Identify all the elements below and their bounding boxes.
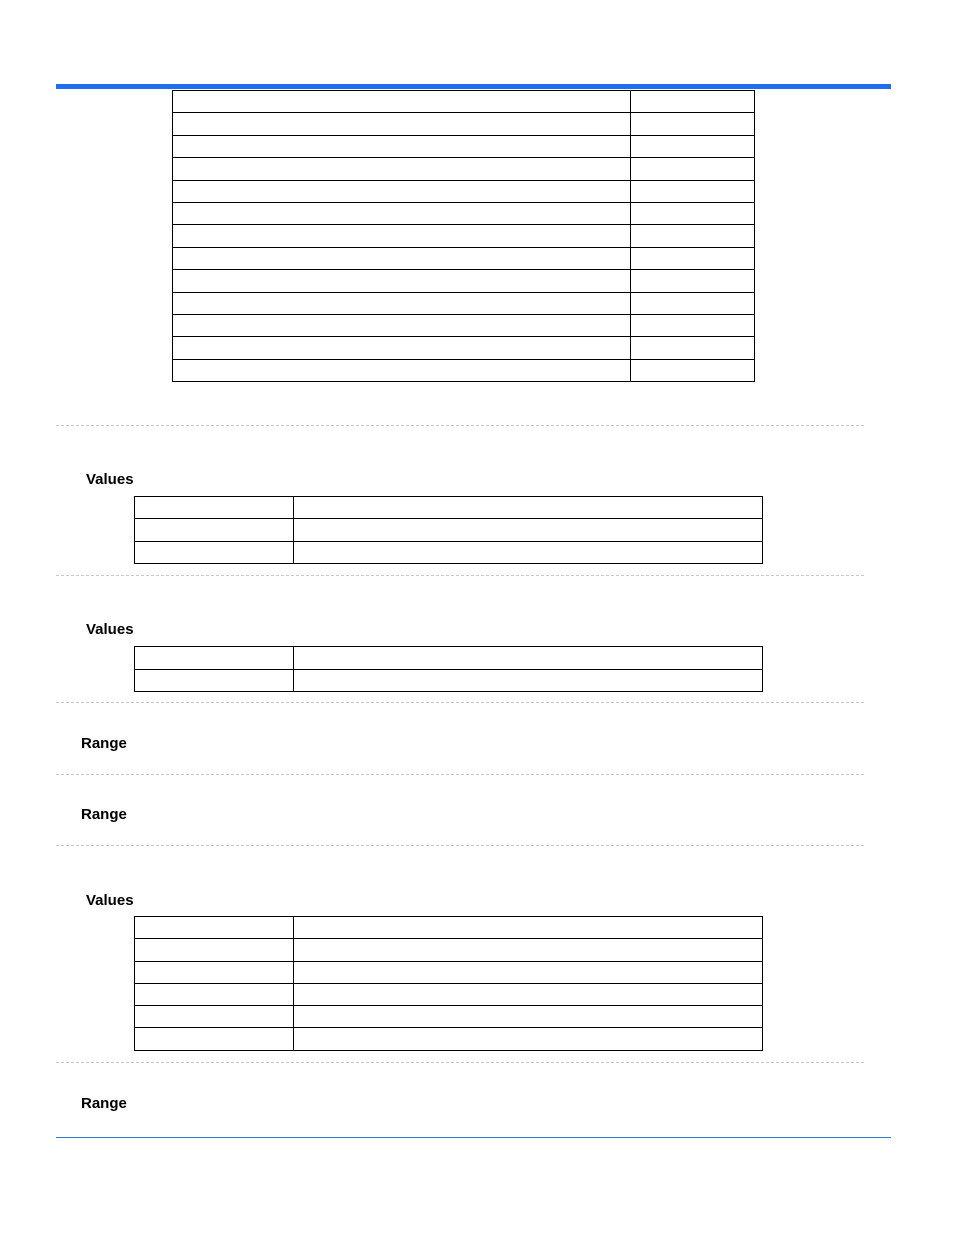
table-row [173, 113, 755, 135]
table-cell [135, 939, 294, 961]
table-cell [173, 91, 631, 113]
table-row [173, 158, 755, 180]
table-cell [631, 202, 755, 224]
table-row [173, 314, 755, 336]
table-row [173, 225, 755, 247]
table-cell [294, 541, 763, 563]
table-row [135, 983, 763, 1005]
table-row [173, 270, 755, 292]
table-cell [294, 1006, 763, 1028]
table-cell [173, 292, 631, 314]
table-cell [631, 225, 755, 247]
values-table-3-body [135, 917, 763, 1051]
table-row [135, 939, 763, 961]
table-cell [135, 519, 294, 541]
table-row [173, 135, 755, 157]
table-row [173, 359, 755, 381]
table-cell [631, 158, 755, 180]
table-cell [135, 541, 294, 563]
values-table-1-body [135, 497, 763, 564]
section-separator [56, 702, 864, 703]
table-cell [631, 135, 755, 157]
table-cell [173, 337, 631, 359]
section-label-range-3: Range [81, 1095, 127, 1112]
table-row [173, 247, 755, 269]
table-row [173, 202, 755, 224]
header-rule [56, 84, 891, 89]
section-separator [56, 845, 864, 846]
section-separator [56, 1062, 864, 1063]
section-label-range-1: Range [81, 735, 127, 752]
main-table [172, 90, 755, 382]
table-cell [631, 359, 755, 381]
section-label-values-3: Values [86, 892, 134, 909]
table-cell [631, 91, 755, 113]
section-separator [56, 425, 864, 426]
table-cell [294, 519, 763, 541]
table-cell [173, 225, 631, 247]
table-row [173, 91, 755, 113]
table-cell [294, 961, 763, 983]
values-table-3 [134, 916, 763, 1051]
table-cell [294, 917, 763, 939]
table-cell [173, 180, 631, 202]
table-cell [173, 113, 631, 135]
table-cell [135, 1006, 294, 1028]
footer-rule [56, 1137, 891, 1138]
table-row [135, 1028, 763, 1050]
table-cell [173, 158, 631, 180]
section-label-values-1: Values [86, 471, 134, 488]
table-cell [135, 647, 294, 670]
table-cell [294, 669, 763, 692]
table-cell [294, 647, 763, 670]
table-cell [631, 113, 755, 135]
section-label-values-2: Values [86, 621, 134, 638]
table-cell [135, 917, 294, 939]
table-cell [294, 983, 763, 1005]
values-table-2 [134, 646, 763, 692]
table-cell [631, 247, 755, 269]
table-cell [173, 359, 631, 381]
table-row [135, 541, 763, 563]
table-cell [173, 247, 631, 269]
table-cell [135, 961, 294, 983]
table-cell [631, 292, 755, 314]
table-row [135, 647, 763, 670]
table-cell [135, 1028, 294, 1050]
section-separator [56, 575, 864, 576]
table-row [135, 961, 763, 983]
table-cell [173, 135, 631, 157]
table-cell [135, 497, 294, 519]
table-row [135, 1006, 763, 1028]
table-row [135, 669, 763, 692]
table-cell [173, 202, 631, 224]
table-cell [631, 270, 755, 292]
table-cell [631, 180, 755, 202]
table-cell [294, 497, 763, 519]
values-table-2-body [135, 647, 763, 692]
table-cell [631, 314, 755, 336]
table-row [135, 519, 763, 541]
table-cell [294, 939, 763, 961]
table-row [173, 337, 755, 359]
section-separator [56, 774, 864, 775]
table-row [173, 292, 755, 314]
table-cell [631, 337, 755, 359]
table-row [135, 497, 763, 519]
table-cell [135, 983, 294, 1005]
table-row [173, 180, 755, 202]
table-cell [294, 1028, 763, 1050]
values-table-1 [134, 496, 763, 564]
table-row [135, 917, 763, 939]
table-cell [173, 270, 631, 292]
section-label-range-2: Range [81, 806, 127, 823]
main-table-body [173, 91, 755, 382]
table-cell [173, 314, 631, 336]
table-cell [135, 669, 294, 692]
